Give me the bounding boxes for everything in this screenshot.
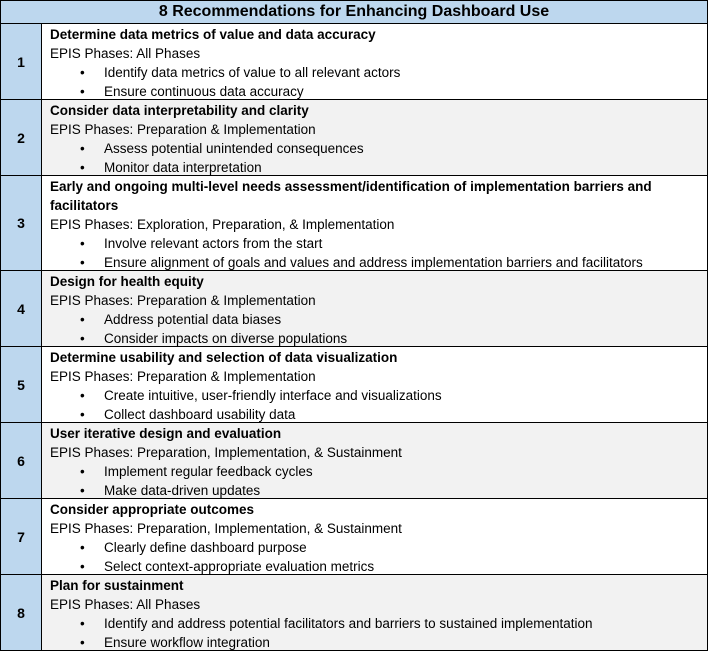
bullet-text: Clearly define dashboard purpose <box>104 540 307 555</box>
table-row-4 <box>1 271 707 347</box>
row-content <box>42 347 707 422</box>
row-content <box>42 176 707 270</box>
list-item <box>50 234 707 253</box>
row-content <box>42 24 707 99</box>
recommendation-title: Plan for sustainment <box>50 578 184 593</box>
epis-phases: EPIS Phases: All Phases <box>50 597 201 612</box>
list-item <box>50 462 707 481</box>
list-item <box>50 481 707 500</box>
bullet-icon: • <box>80 464 85 479</box>
row-number: 7 <box>1 499 42 574</box>
row-number: 3 <box>1 176 42 270</box>
bullet-icon: • <box>80 160 85 175</box>
bullet-icon: • <box>80 635 85 650</box>
row-content <box>42 100 707 175</box>
bullet-icon: • <box>80 255 85 270</box>
bullet-text: Implement regular feedback cycles <box>104 464 313 479</box>
table-row-2 <box>1 100 707 176</box>
bullet-icon: • <box>80 236 85 251</box>
recommendation-title: User iterative design and evaluation <box>50 426 282 441</box>
bullet-icon: • <box>80 559 85 574</box>
list-item <box>50 82 707 101</box>
bullet-icon: • <box>80 388 85 403</box>
table-row-8 <box>1 575 707 650</box>
bullet-text: Assess potential unintended consequences <box>104 141 364 156</box>
bullet-icon: • <box>80 407 85 422</box>
bullet-icon: • <box>80 616 85 631</box>
bullet-text: Select context-appropriate evaluation metrics <box>104 559 375 574</box>
table-row-7 <box>1 499 707 575</box>
table-row-3 <box>1 176 707 271</box>
row-number: 8 <box>1 575 42 650</box>
list-item <box>50 405 707 424</box>
row-content <box>42 271 707 346</box>
table-row-6 <box>1 423 707 499</box>
bullet-text: Ensure alignment of goals and values and address implementation barriers and facilitators <box>104 255 643 270</box>
bullet-text: Ensure workflow integration <box>104 635 270 650</box>
bullet-icon: • <box>80 141 85 156</box>
table-row-1 <box>1 24 707 100</box>
bullet-text: Address potential data biases <box>104 312 282 327</box>
epis-phases: EPIS Phases: All Phases <box>50 46 201 61</box>
recommendation-title: Consider data interpretability and clarity <box>50 103 309 118</box>
list-item <box>50 158 707 177</box>
epis-phases: EPIS Phases: Preparation, Implementation, & Sustainment <box>50 521 402 536</box>
epis-phases: EPIS Phases: Exploration, Preparation, & Implementation <box>50 217 395 232</box>
recommendation-title: Determine usability and selection of data visualization <box>50 350 398 365</box>
list-item <box>50 557 707 576</box>
bullet-text: Identify data metrics of value to all relevant actors <box>104 65 401 80</box>
bullet-text: Identify and address potential facilitators and barriers to sustained implementation <box>104 616 593 631</box>
recommendation-title: Early and ongoing multi-level needs assessment/identification of implementation barriers and facilitators <box>50 179 652 213</box>
bullet-text: Create intuitive, user-friendly interface and visualizations <box>104 388 442 403</box>
bullet-icon: • <box>80 65 85 80</box>
row-content <box>42 423 707 498</box>
list-item <box>50 63 707 82</box>
row-number: 1 <box>1 24 42 99</box>
epis-phases: EPIS Phases: Preparation & Implementation <box>50 293 316 308</box>
bullet-icon: • <box>80 331 85 346</box>
recommendation-title: Design for health equity <box>50 274 204 289</box>
table-row-5 <box>1 347 707 423</box>
epis-phases: EPIS Phases: Preparation & Implementation <box>50 122 316 137</box>
list-item <box>50 329 707 348</box>
epis-phases: EPIS Phases: Preparation, Implementation, & Sustainment <box>50 445 402 460</box>
recommendation-title: Consider appropriate outcomes <box>50 502 255 517</box>
list-item <box>50 139 707 158</box>
row-number: 6 <box>1 423 42 498</box>
bullet-text: Collect dashboard usability data <box>104 407 296 422</box>
bullet-text: Make data-driven updates <box>104 483 261 498</box>
list-item <box>50 386 707 405</box>
epis-phases: EPIS Phases: Preparation & Implementation <box>50 369 316 384</box>
row-content <box>42 575 707 650</box>
list-item <box>50 310 707 329</box>
list-item <box>50 614 707 633</box>
bullet-icon: • <box>80 483 85 498</box>
bullet-icon: • <box>80 540 85 555</box>
bullet-text: Ensure continuous data accuracy <box>104 84 304 99</box>
list-item <box>50 538 707 557</box>
list-item <box>50 253 707 272</box>
row-number: 2 <box>1 100 42 175</box>
bullet-text: Involve relevant actors from the start <box>104 236 323 251</box>
row-number: 4 <box>1 271 42 346</box>
bullet-icon: • <box>80 84 85 99</box>
row-content <box>42 499 707 574</box>
bullet-text: Monitor data interpretation <box>104 160 262 175</box>
bullet-text: Consider impacts on diverse populations <box>104 331 348 346</box>
table-title: 8 Recommendations for Enhancing Dashboard Use <box>1 1 707 24</box>
row-number: 5 <box>1 347 42 422</box>
bullet-icon: • <box>80 312 85 327</box>
recommendation-title: Determine data metrics of value and data accuracy <box>50 27 376 42</box>
list-item <box>50 633 707 652</box>
